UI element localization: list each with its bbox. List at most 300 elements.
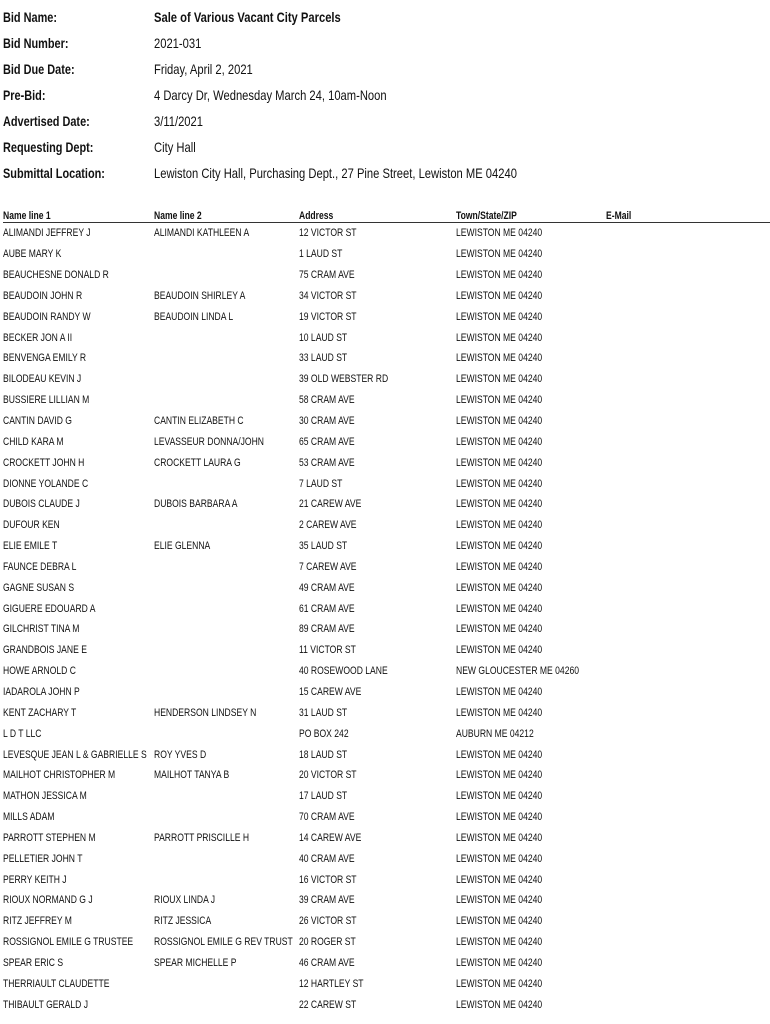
table-cell (154, 373, 299, 385)
table-cell (3, 686, 154, 698)
table-cell-text: BEAUDOIN LINDA L (154, 310, 234, 323)
table-cell-text: 53 CRAM AVE (299, 456, 355, 469)
table-cell (299, 623, 456, 635)
table-cell-text: ELIE EMILE T (3, 540, 58, 553)
table-cell (606, 290, 756, 302)
table-cell (606, 394, 756, 406)
table-cell (606, 498, 756, 510)
table-row (3, 306, 770, 327)
table-cell-text: LEWISTON ME 04240 (456, 748, 543, 761)
table-cell (3, 978, 154, 990)
table-cell-text: LEWISTON ME 04240 (456, 456, 543, 469)
table-cell (3, 874, 154, 886)
table-cell (3, 790, 154, 802)
table-cell-text: 22 CAREW ST (299, 998, 357, 1011)
table-cell-text: 20 ROGER ST (299, 936, 356, 949)
table-cell (299, 874, 456, 886)
table-cell (154, 227, 299, 239)
table-cell (299, 561, 456, 573)
table-row (3, 348, 770, 369)
table-cell (299, 582, 456, 594)
table-cell (456, 457, 606, 469)
table-cell (299, 603, 456, 615)
table-cell (606, 582, 756, 594)
table-cell-text: BEAUDOIN RANDY W (3, 310, 91, 323)
table-row (3, 807, 770, 828)
table-cell-text: MILLS ADAM (3, 811, 55, 824)
table-cell (299, 478, 456, 490)
table-row (3, 994, 770, 1015)
table-cell-text: DIONNE YOLANDE C (3, 477, 89, 490)
table-cell-text: LEVESQUE JEAN L & GABRIELLE S (3, 748, 147, 761)
table-cell-text: HENDERSON LINDSEY N (154, 706, 257, 719)
table-cell-text: AUBE MARY K (3, 248, 62, 261)
table-row (3, 557, 770, 578)
table-cell (3, 665, 154, 677)
table-row (3, 619, 770, 640)
table-cell (3, 290, 154, 302)
table-row (3, 452, 770, 473)
table-row (3, 953, 770, 974)
table-cell (299, 248, 456, 260)
table-cell (606, 311, 756, 323)
table-cell-text: LEWISTON ME 04240 (456, 477, 543, 490)
table-cell (456, 957, 606, 969)
header-field (3, 134, 763, 160)
table-cell (606, 436, 756, 448)
table-row (3, 869, 770, 890)
table-cell (606, 415, 756, 427)
table-cell-text: 7 CAREW AVE (299, 560, 357, 573)
header-field (3, 56, 763, 82)
table-cell (154, 957, 299, 969)
table-cell (606, 540, 756, 552)
table-cell (299, 894, 456, 906)
header-field-label: Submittal Location: (3, 165, 105, 181)
table-cell (606, 749, 756, 761)
table-cell (299, 936, 456, 948)
table-cell (154, 519, 299, 531)
table-cell (299, 311, 456, 323)
table-cell-text: GRANDBOIS JANE E (3, 644, 87, 657)
table-cell (3, 603, 154, 615)
table-cell (606, 790, 756, 802)
column-header (154, 210, 299, 222)
table-row (3, 744, 770, 765)
table-cell-text: 18 LAUD ST (299, 748, 348, 761)
table-cell-text: PELLETIER JOHN T (3, 852, 83, 865)
table-cell (3, 415, 154, 427)
table-cell-text: GILCHRIST TINA M (3, 623, 80, 636)
table-cell (606, 707, 756, 719)
table-cell-text: PARROTT PRISCILLE H (154, 831, 250, 844)
table-cell-text: RIOUX NORMAND G J (3, 894, 93, 907)
table-cell-text: CANTIN DAVID G (3, 415, 72, 428)
table-cell-text: ROY YVES D (154, 748, 207, 761)
table-cell-text: 26 VICTOR ST (299, 915, 357, 928)
table-cell (299, 227, 456, 239)
table-cell-text: LEWISTON ME 04240 (456, 248, 543, 261)
table-cell-text: LEWISTON ME 04240 (456, 644, 543, 657)
table-cell-text: 2 CAREW AVE (299, 519, 357, 532)
table-cell (154, 352, 299, 364)
table-cell (456, 832, 606, 844)
table-cell (606, 686, 756, 698)
table-cell-text: LEWISTON ME 04240 (456, 289, 543, 302)
table-cell-text: LEWISTON ME 04240 (456, 915, 543, 928)
table-cell-text: 40 CRAM AVE (299, 852, 355, 865)
header-field (3, 30, 763, 56)
table-cell-text: LEWISTON ME 04240 (456, 373, 543, 386)
table-cell (3, 832, 154, 844)
column-header-label: Name line 2 (154, 210, 202, 222)
table-cell (299, 540, 456, 552)
table-cell (456, 519, 606, 531)
table-cell (3, 957, 154, 969)
table-row (3, 473, 770, 494)
table-cell (3, 582, 154, 594)
table-cell-text: BEAUCHESNE DONALD R (3, 269, 109, 282)
table-cell (3, 352, 154, 364)
table-cell (299, 332, 456, 344)
table-cell (154, 728, 299, 740)
table-header-row (3, 206, 770, 223)
table-row (3, 494, 770, 515)
table-cell-text: LEWISTON ME 04240 (456, 581, 543, 594)
table-cell (3, 561, 154, 573)
table-cell (154, 686, 299, 698)
table-cell (154, 936, 299, 948)
table-cell-text: LEWISTON ME 04240 (456, 998, 543, 1011)
table-cell (299, 394, 456, 406)
table-cell (299, 811, 456, 823)
table-cell-text: 31 LAUD ST (299, 706, 348, 719)
table-cell (606, 853, 756, 865)
table-cell-text: LEWISTON ME 04240 (456, 435, 543, 448)
table-cell (606, 915, 756, 927)
table-cell-text: 15 CAREW AVE (299, 685, 362, 698)
table-cell (3, 311, 154, 323)
table-row (3, 848, 770, 869)
table-cell (3, 269, 154, 281)
table-cell (456, 227, 606, 239)
table-cell-text: FAUNCE DEBRA L (3, 560, 77, 573)
table-cell (456, 582, 606, 594)
column-header (606, 210, 756, 222)
table-cell-text: 89 CRAM AVE (299, 623, 355, 636)
table-cell-text: 39 OLD WEBSTER RD (299, 373, 389, 386)
table-cell (3, 853, 154, 865)
table-cell-text: 61 CRAM AVE (299, 602, 355, 615)
table-cell-text: LEWISTON ME 04240 (456, 769, 543, 782)
table-cell-text: LEWISTON ME 04240 (456, 310, 543, 323)
owner-table (3, 206, 770, 1015)
table-cell-text: MAILHOT CHRISTOPHER M (3, 769, 116, 782)
table-cell (456, 915, 606, 927)
table-cell (606, 352, 756, 364)
table-cell (299, 790, 456, 802)
table-row (3, 286, 770, 307)
table-cell (606, 332, 756, 344)
table-cell-text: 58 CRAM AVE (299, 394, 355, 407)
table-cell (456, 707, 606, 719)
table-cell (3, 623, 154, 635)
table-cell (3, 728, 154, 740)
table-cell-text: DUBOIS BARBARA A (154, 498, 238, 511)
header-field (3, 108, 763, 134)
header-field-value: 4 Darcy Dr, Wednesday March 24, 10am-Noon (154, 87, 387, 103)
table-cell (154, 290, 299, 302)
header-field (3, 160, 763, 186)
table-cell-text: 21 CAREW AVE (299, 498, 362, 511)
table-cell (456, 603, 606, 615)
table-cell (606, 769, 756, 781)
table-cell (456, 853, 606, 865)
table-cell-text: LEWISTON ME 04240 (456, 269, 543, 282)
table-cell-text: KENT ZACHARY T (3, 706, 77, 719)
table-cell (299, 853, 456, 865)
table-cell-text: LEWISTON ME 04240 (456, 331, 543, 344)
header-field-label: Advertised Date: (3, 113, 90, 129)
table-cell (3, 478, 154, 490)
table-cell-text: NEW GLOUCESTER ME 04260 (456, 665, 580, 678)
table-cell (456, 644, 606, 656)
table-cell (154, 874, 299, 886)
table-row (3, 723, 770, 744)
table-cell-text: LEWISTON ME 04240 (456, 831, 543, 844)
table-cell-text: LEWISTON ME 04240 (456, 352, 543, 365)
table-row (3, 411, 770, 432)
column-header-label: Address (299, 210, 334, 222)
table-cell (3, 707, 154, 719)
table-cell-text: 40 ROSEWOOD LANE (299, 665, 388, 678)
table-row (3, 244, 770, 265)
table-cell-text: LEWISTON ME 04240 (456, 519, 543, 532)
table-cell (3, 394, 154, 406)
table-cell-text: BENVENGA EMILY R (3, 352, 87, 365)
table-cell-text: 12 HARTLEY ST (299, 977, 364, 990)
table-cell-text: 70 CRAM AVE (299, 811, 355, 824)
table-cell (299, 290, 456, 302)
table-cell (456, 373, 606, 385)
table-cell (456, 332, 606, 344)
table-cell-text: THIBAULT GERALD J (3, 998, 89, 1011)
table-cell-text: 1 LAUD ST (299, 248, 343, 261)
table-cell (154, 623, 299, 635)
table-cell (299, 415, 456, 427)
table-cell (456, 269, 606, 281)
table-cell (154, 498, 299, 510)
table-cell-text: BECKER JON A II (3, 331, 73, 344)
table-cell (299, 352, 456, 364)
table-cell-text: LEVASSEUR DONNA/JOHN (154, 435, 264, 448)
table-cell-text: CHILD KARA M (3, 435, 64, 448)
header-field-value: Sale of Various Vacant City Parcels (154, 9, 341, 25)
table-cell (606, 978, 756, 990)
table-cell (606, 999, 756, 1011)
table-cell-text: 17 LAUD ST (299, 790, 348, 803)
table-cell (456, 936, 606, 948)
table-cell (154, 269, 299, 281)
table-cell (456, 790, 606, 802)
table-cell-text: BEAUDOIN SHIRLEY A (154, 289, 246, 302)
header-field-value: 3/11/2021 (154, 113, 203, 129)
table-cell (3, 436, 154, 448)
table-cell-text: ROSSIGNOL EMILE G TRUSTEE (3, 936, 134, 949)
table-cell (299, 957, 456, 969)
table-cell (606, 623, 756, 635)
table-cell (606, 519, 756, 531)
table-cell (154, 915, 299, 927)
table-cell-text: LEWISTON ME 04240 (456, 706, 543, 719)
table-cell-text: LEWISTON ME 04240 (456, 956, 543, 969)
table-cell-text: ALIMANDI KATHLEEN A (154, 227, 250, 240)
table-cell-text: 49 CRAM AVE (299, 581, 355, 594)
table-row (3, 577, 770, 598)
table-cell (606, 936, 756, 948)
table-cell (456, 311, 606, 323)
table-cell (299, 915, 456, 927)
table-row (3, 973, 770, 994)
table-cell (456, 352, 606, 364)
table-cell (299, 457, 456, 469)
table-row (3, 265, 770, 286)
table-row (3, 390, 770, 411)
table-cell (606, 665, 756, 677)
table-cell (299, 769, 456, 781)
table-cell-text: SPEAR ERIC S (3, 956, 64, 969)
table-row (3, 536, 770, 557)
table-cell (456, 540, 606, 552)
table-cell-text: 35 LAUD ST (299, 540, 348, 553)
table-cell-text: ELIE GLENNA (154, 540, 211, 553)
table-cell-text: LEWISTON ME 04240 (456, 498, 543, 511)
table-cell (3, 644, 154, 656)
table-cell (606, 478, 756, 490)
table-cell (154, 394, 299, 406)
table-cell-text: 10 LAUD ST (299, 331, 348, 344)
table-cell (456, 394, 606, 406)
table-cell-text: 7 LAUD ST (299, 477, 343, 490)
table-cell (606, 603, 756, 615)
table-row (3, 598, 770, 619)
table-cell (606, 728, 756, 740)
table-cell (299, 269, 456, 281)
table-cell-text: BEAUDOIN JOHN R (3, 289, 83, 302)
header-field-value: 2021-031 (154, 35, 202, 51)
header-field (3, 4, 763, 30)
table-cell-text: 12 VICTOR ST (299, 227, 357, 240)
table-cell (3, 248, 154, 260)
table-row (3, 327, 770, 348)
column-header (3, 210, 154, 222)
table-cell-text: 16 VICTOR ST (299, 873, 357, 886)
table-cell (154, 790, 299, 802)
table-cell (154, 582, 299, 594)
table-cell-text: HOWE ARNOLD C (3, 665, 76, 678)
table-cell (456, 728, 606, 740)
table-cell-text: 11 VICTOR ST (299, 644, 356, 657)
table-cell (456, 749, 606, 761)
table-cell (299, 644, 456, 656)
table-cell-text: LEWISTON ME 04240 (456, 790, 543, 803)
table-cell (3, 811, 154, 823)
table-cell-text: PERRY KEITH J (3, 873, 67, 886)
table-cell-text: GAGNE SUSAN S (3, 581, 75, 594)
table-cell (154, 457, 299, 469)
table-cell-text: CANTIN ELIZABETH C (154, 415, 244, 428)
table-cell (154, 665, 299, 677)
table-cell-text: LEWISTON ME 04240 (456, 623, 543, 636)
table-cell (3, 749, 154, 761)
table-cell (299, 832, 456, 844)
table-cell (154, 978, 299, 990)
table-cell-text: 33 LAUD ST (299, 352, 348, 365)
table-cell-text: CROCKETT LAURA G (154, 456, 241, 469)
table-cell (456, 999, 606, 1011)
table-row (3, 932, 770, 953)
table-cell (3, 457, 154, 469)
table-cell (299, 978, 456, 990)
table-cell (606, 874, 756, 886)
table-cell (154, 540, 299, 552)
bid-header (3, 4, 763, 186)
column-header-label: Town/State/ZIP (456, 210, 517, 222)
table-cell (456, 811, 606, 823)
table-cell (154, 644, 299, 656)
table-cell-text: L D T LLC (3, 727, 42, 740)
table-cell (606, 894, 756, 906)
table-cell (3, 915, 154, 927)
table-cell (456, 978, 606, 990)
table-cell (299, 728, 456, 740)
table-cell-text: LEWISTON ME 04240 (456, 894, 543, 907)
header-field-label: Bid Name: (3, 9, 58, 25)
table-cell-text: RIOUX LINDA J (154, 894, 216, 907)
table-row (3, 223, 770, 244)
table-row (3, 786, 770, 807)
table-cell (154, 311, 299, 323)
table-cell-text: LEWISTON ME 04240 (456, 602, 543, 615)
table-cell (3, 936, 154, 948)
table-cell (3, 999, 154, 1011)
header-field-label: Bid Number: (3, 35, 69, 51)
header-field-label: Bid Due Date: (3, 61, 75, 77)
table-cell-text: THERRIAULT CLAUDETTE (3, 977, 110, 990)
table-cell (456, 415, 606, 427)
table-cell-text: LEWISTON ME 04240 (456, 415, 543, 428)
table-cell (606, 457, 756, 469)
table-cell-text: 34 VICTOR ST (299, 289, 357, 302)
table-cell (299, 707, 456, 719)
table-cell (606, 561, 756, 573)
table-cell (154, 248, 299, 260)
table-cell (154, 436, 299, 448)
table-cell (3, 373, 154, 385)
table-row (3, 515, 770, 536)
table-cell (154, 769, 299, 781)
table-cell (606, 832, 756, 844)
table-cell (456, 248, 606, 260)
table-cell-text: IADAROLA JOHN P (3, 685, 80, 698)
table-cell-text: 14 CAREW AVE (299, 831, 362, 844)
table-cell (606, 248, 756, 260)
table-cell (456, 894, 606, 906)
table-cell-text: RITZ JESSICA (154, 915, 212, 928)
header-field (3, 82, 763, 108)
table-cell (154, 332, 299, 344)
table-cell-text: MAILHOT TANYA B (154, 769, 230, 782)
